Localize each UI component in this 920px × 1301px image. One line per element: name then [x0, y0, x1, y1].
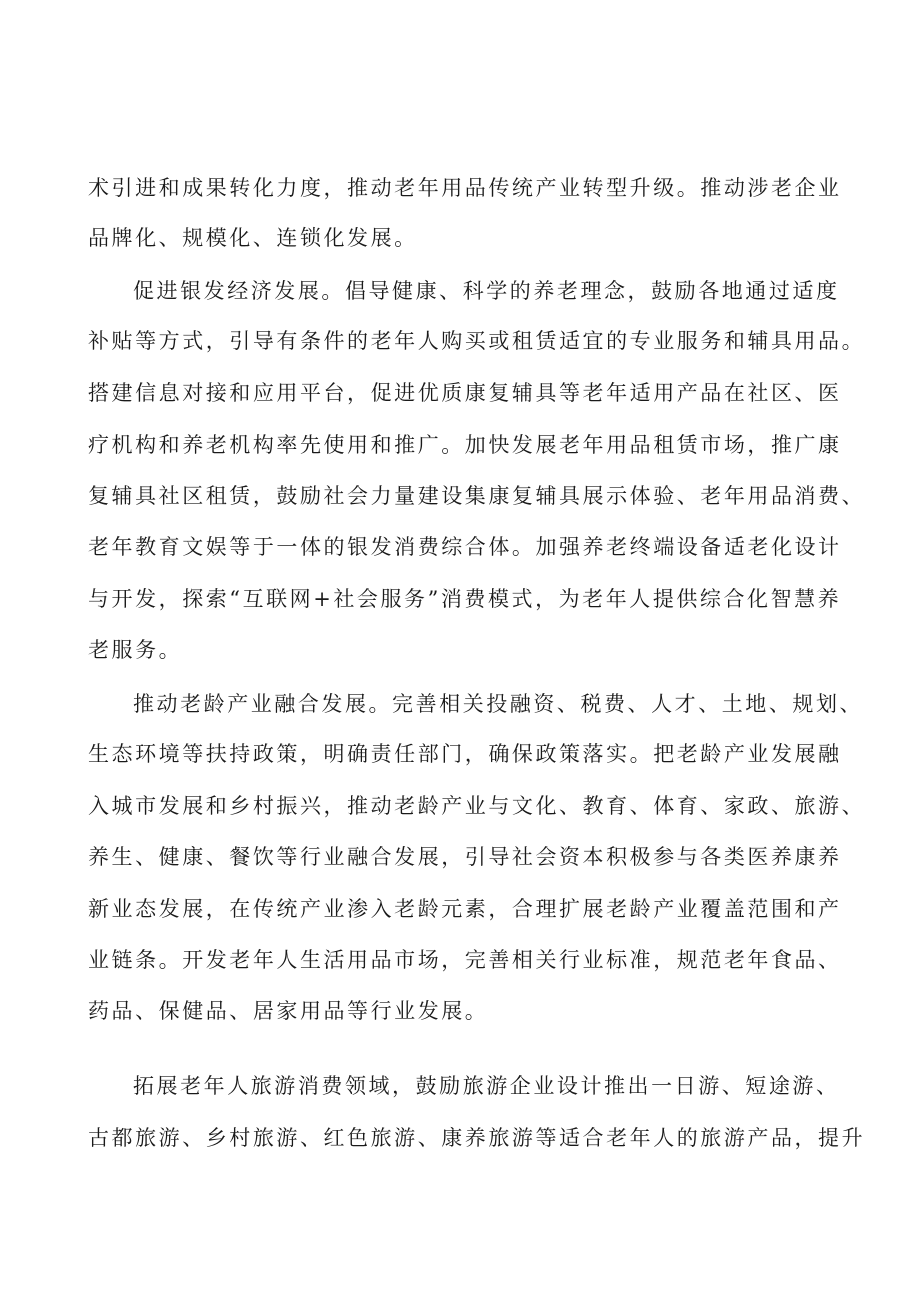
text-line: 补贴等方式，引导有条件的老年人购买或租赁适宜的专业服务和辅具用品。: [88, 329, 866, 353]
text-line: 入城市发展和乡村振兴，推动老龄产业与文化、教育、体育、家政、旅游、: [88, 794, 866, 818]
text-line: 老服务。: [88, 638, 183, 662]
text-line: 老年教育文娱等于一体的银发消费综合体。加强养老终端设备适老化设计: [88, 535, 842, 559]
text-line: 疗机构和养老机构率先使用和推广。加快发展老年用品租赁市场，推广康: [88, 433, 842, 457]
text-line: 业链条。开发老年人生活用品市场，完善相关行业标准，规范老年食品、: [88, 948, 842, 972]
text-line: 古都旅游、乡村旅游、红色旅游、康养旅游等适合老年人的旅游产品，提升: [88, 1126, 866, 1150]
text-line: 搭建信息对接和应用平台，促进优质康复辅具等老年适用产品在社区、医: [88, 381, 842, 405]
text-line: 养生、健康、餐饮等行业融合发展，引导社会资本积极参与各类医养康养: [88, 845, 842, 869]
text-line: 推动老龄产业融合发展。完善相关投融资、税费、人才、土地、规划、: [133, 692, 864, 716]
text-line: 药品、保健品、居家用品等行业发展。: [88, 999, 489, 1023]
text-line: 生态环境等扶持政策，明确责任部门，确保政策落实。把老龄产业发展融: [88, 742, 842, 766]
text-line: 复辅具社区租赁，鼓励社会力量建设集康复辅具展示体验、老年用品消费、: [88, 484, 866, 508]
text-line: 品牌化、规模化、连锁化发展。: [88, 226, 418, 250]
text-line: 促进银发经济发展。倡导健康、科学的养老理念，鼓励各地通过适度: [133, 279, 840, 303]
text-line: 拓展老年人旅游消费领域，鼓励旅游企业设计推出一日游、短途游、: [133, 1074, 840, 1098]
text-line: 与开发，探索“互联网+社会服务”消费模式，为老年人提供综合化智慧养: [88, 587, 842, 611]
text-line: 术引进和成果转化力度，推动老年用品传统产业转型升级。推动涉老企业: [88, 176, 842, 200]
text-line: 新业态发展，在传统产业渗入老龄元素，合理扩展老龄产业覆盖范围和产: [88, 897, 842, 921]
